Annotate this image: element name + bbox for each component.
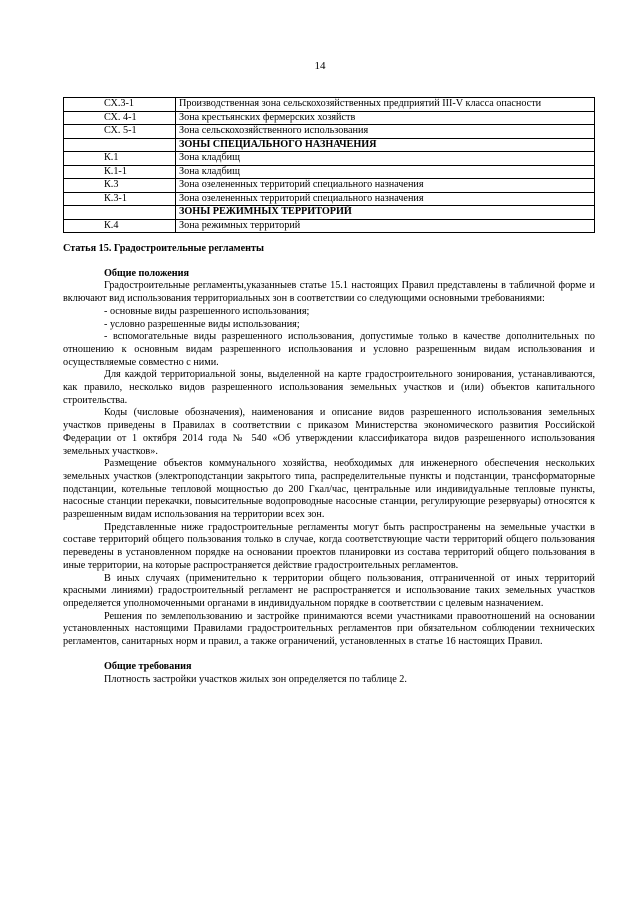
list-item-conditional-uses: - условно разрешенные виды использования; bbox=[104, 318, 300, 330]
paragraph-intro: Градостроительные регламенты,указанныев статье 15.1 настоящих Правил представлены в табличной форме и включают вид использования территориальных зон в соответствии со следующими основными требованиями: bbox=[63, 280, 595, 305]
zone-name-cell: Зона озелененных территорий специального назначения bbox=[176, 192, 595, 206]
table-row bbox=[64, 125, 595, 139]
list-item-main-uses: - основные виды разрешенного использования; bbox=[104, 305, 310, 317]
paragraph-public-areas: Представленные ниже градостроительные регламенты могут быть распространены на земельные участки в составе территорий общего пользования только в случае, когда соответствующие части территорий общего пользования переведены в установленном порядке на основании проектов планировки из состава территорий общего пользования в иные территории, на которые распространяется действие градостроительных регламентов. bbox=[63, 521, 595, 571]
zone-name-cell: Зона кладбищ bbox=[176, 165, 595, 179]
table-row bbox=[64, 111, 595, 125]
zone-section-header: ЗОНЫ РЕЖИМНЫХ ТЕРРИТОРИЙ bbox=[176, 206, 595, 220]
table-section-row bbox=[64, 206, 595, 220]
zone-name-cell: Зона озелененных территорий специального назначения bbox=[176, 179, 595, 193]
zone-code-cell bbox=[64, 206, 176, 220]
table-row bbox=[64, 165, 595, 179]
zone-section-header: ЗОНЫ СПЕЦИАЛЬНОГО НАЗНАЧЕНИЯ bbox=[176, 138, 595, 152]
zone-code-cell: К.3 bbox=[64, 179, 176, 193]
paragraph-utilities: Размещение объектов коммунального хозяйства, необходимых для инженерного обеспечения нескольких земельных участков (электроподстанции закрытого типа, распределительные пункты и подстанции, трансформаторные подстанции, котельные тепловой мощностью до 200 Гкал/час, центральные или индивидуальные тепловые пункты, насосные станции перекачки, повысительные водопроводные насосные станции, регулирующие резервуары) относятся к разрешенным видам использования на территории всех зон. bbox=[63, 458, 595, 521]
table-row bbox=[64, 152, 595, 166]
table-row bbox=[64, 98, 595, 112]
paragraph-density: Плотность застройки участков жилых зон определяется по таблице 2. bbox=[104, 673, 407, 685]
zone-code-cell bbox=[64, 138, 176, 152]
table-row bbox=[64, 192, 595, 206]
zone-name-cell: Зона сельскохозяйственного использования bbox=[176, 125, 595, 139]
table-row bbox=[64, 219, 595, 233]
table-section-row bbox=[64, 138, 595, 152]
zone-name-cell: Зона режимных территорий bbox=[176, 219, 595, 233]
zones-table bbox=[63, 97, 595, 233]
article-title: Статья 15. Градостроительные регламенты bbox=[63, 243, 264, 254]
paragraph-codes: Коды (числовые обозначения), наименования и описание видов разрешенного использования земельных участков приведены в Правилах в соответствии с приказом Министерства экономического развития Российской Федерации от 1 октября 2014 года № 540 «Об утверждении классификатора видов разрешенного использования земельных участков». bbox=[63, 407, 595, 457]
general-requirements-title: Общие требования bbox=[104, 660, 192, 672]
paragraph-decisions: Решения по землепользованию и застройке принимаются всеми участниками правоотношений на основании установленных настоящими Правилами градостроительных регламентов при обязательном соблюдении технических регламентов, санитарных норм и правил, а также ограничений, установленных в статье 16 настоящих Правил. bbox=[63, 610, 595, 648]
list-item-auxiliary-uses: - вспомогательные виды разрешенного использования, допустимые только в качестве дополнительных по отношению к основным видам разрешенного использования и условно разрешенным видам использования и осуществляемые совместно с ними. bbox=[63, 331, 595, 368]
zone-code-cell: СХ. 4-1 bbox=[64, 111, 176, 125]
zone-name-cell: Зона крестьянских фермерских хозяйств bbox=[176, 111, 595, 125]
table-row bbox=[64, 179, 595, 193]
zone-code-cell: К.4 bbox=[64, 219, 176, 233]
paragraph-other-cases: В иных случаях (применительно к территории общего пользования, отграниченной от иных территорий красными линиями) градостроительный регламент не распространяется и использование таких земельных участков определяется уполномоченными органами в индивидуальном порядке в соответствии с целевым назначением. bbox=[63, 572, 595, 609]
zone-code-cell: СХ. 5-1 bbox=[64, 125, 176, 139]
general-provisions-title: Общие положения bbox=[104, 267, 189, 279]
page-number: 14 bbox=[314, 60, 326, 72]
zone-code-cell: К.1-1 bbox=[64, 165, 176, 179]
article-content bbox=[63, 243, 595, 686]
paragraph-zone-uses: Для каждой территориальной зоны, выделенной на карте градостроительного зонирования, устанавливаются, как правило, несколько видов разрешенного использования земельных участков и (или) объектов капитального строительства. bbox=[63, 369, 595, 406]
zone-code-cell: К.1 bbox=[64, 152, 176, 166]
zone-code-cell: СХ.3-1 bbox=[64, 98, 176, 112]
zone-code-cell: К.3-1 bbox=[64, 192, 176, 206]
zone-name-cell: Зона кладбищ bbox=[176, 152, 595, 166]
zone-name-cell: Производственная зона сельскохозяйственных предприятий III-V класса опасности bbox=[176, 98, 595, 112]
